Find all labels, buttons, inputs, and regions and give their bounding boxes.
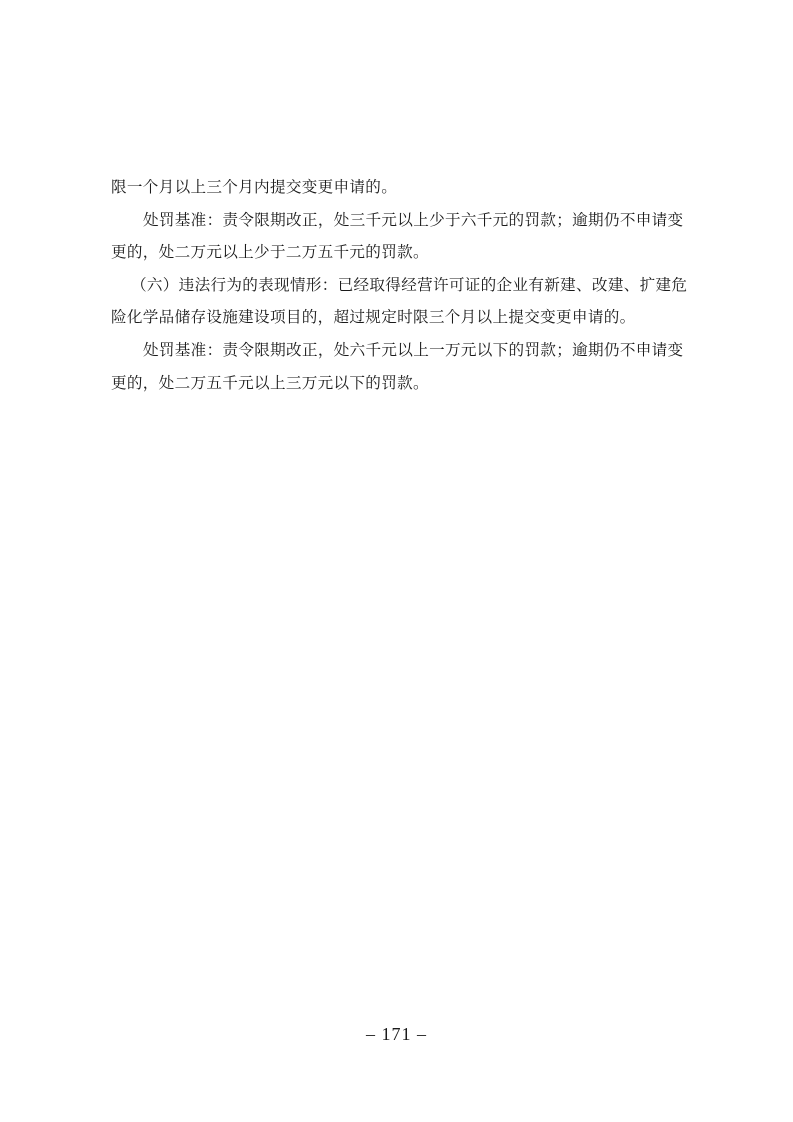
paragraph-violation-case-6: （六）违法行为的表现情形：已经取得经营许可证的企业有新建、改建、扩建危险化学品储存设施建设项目的，超过规定时限三个月以上提交变更申请的。 xyxy=(111,275,688,327)
paragraph-penalty-standard-1: 处罚基准：责令限期改正，处三千元以上少于六千元的罚款；逾期仍不申请变更的，处二万元以上少于二万五千元的罚款。 xyxy=(111,210,684,262)
body-text xyxy=(111,171,691,399)
paragraph-penalty-standard-2: 处罚基准：责令限期改正，处六千元以上一万元以下的罚款；逾期仍不申请变更的，处二万五千元以上三万元以下的罚款。 xyxy=(111,340,684,392)
paragraph-continuation: 限一个月以上三个月内提交变更申请的。 xyxy=(111,178,398,196)
page-number: – 171 – xyxy=(366,1024,427,1044)
